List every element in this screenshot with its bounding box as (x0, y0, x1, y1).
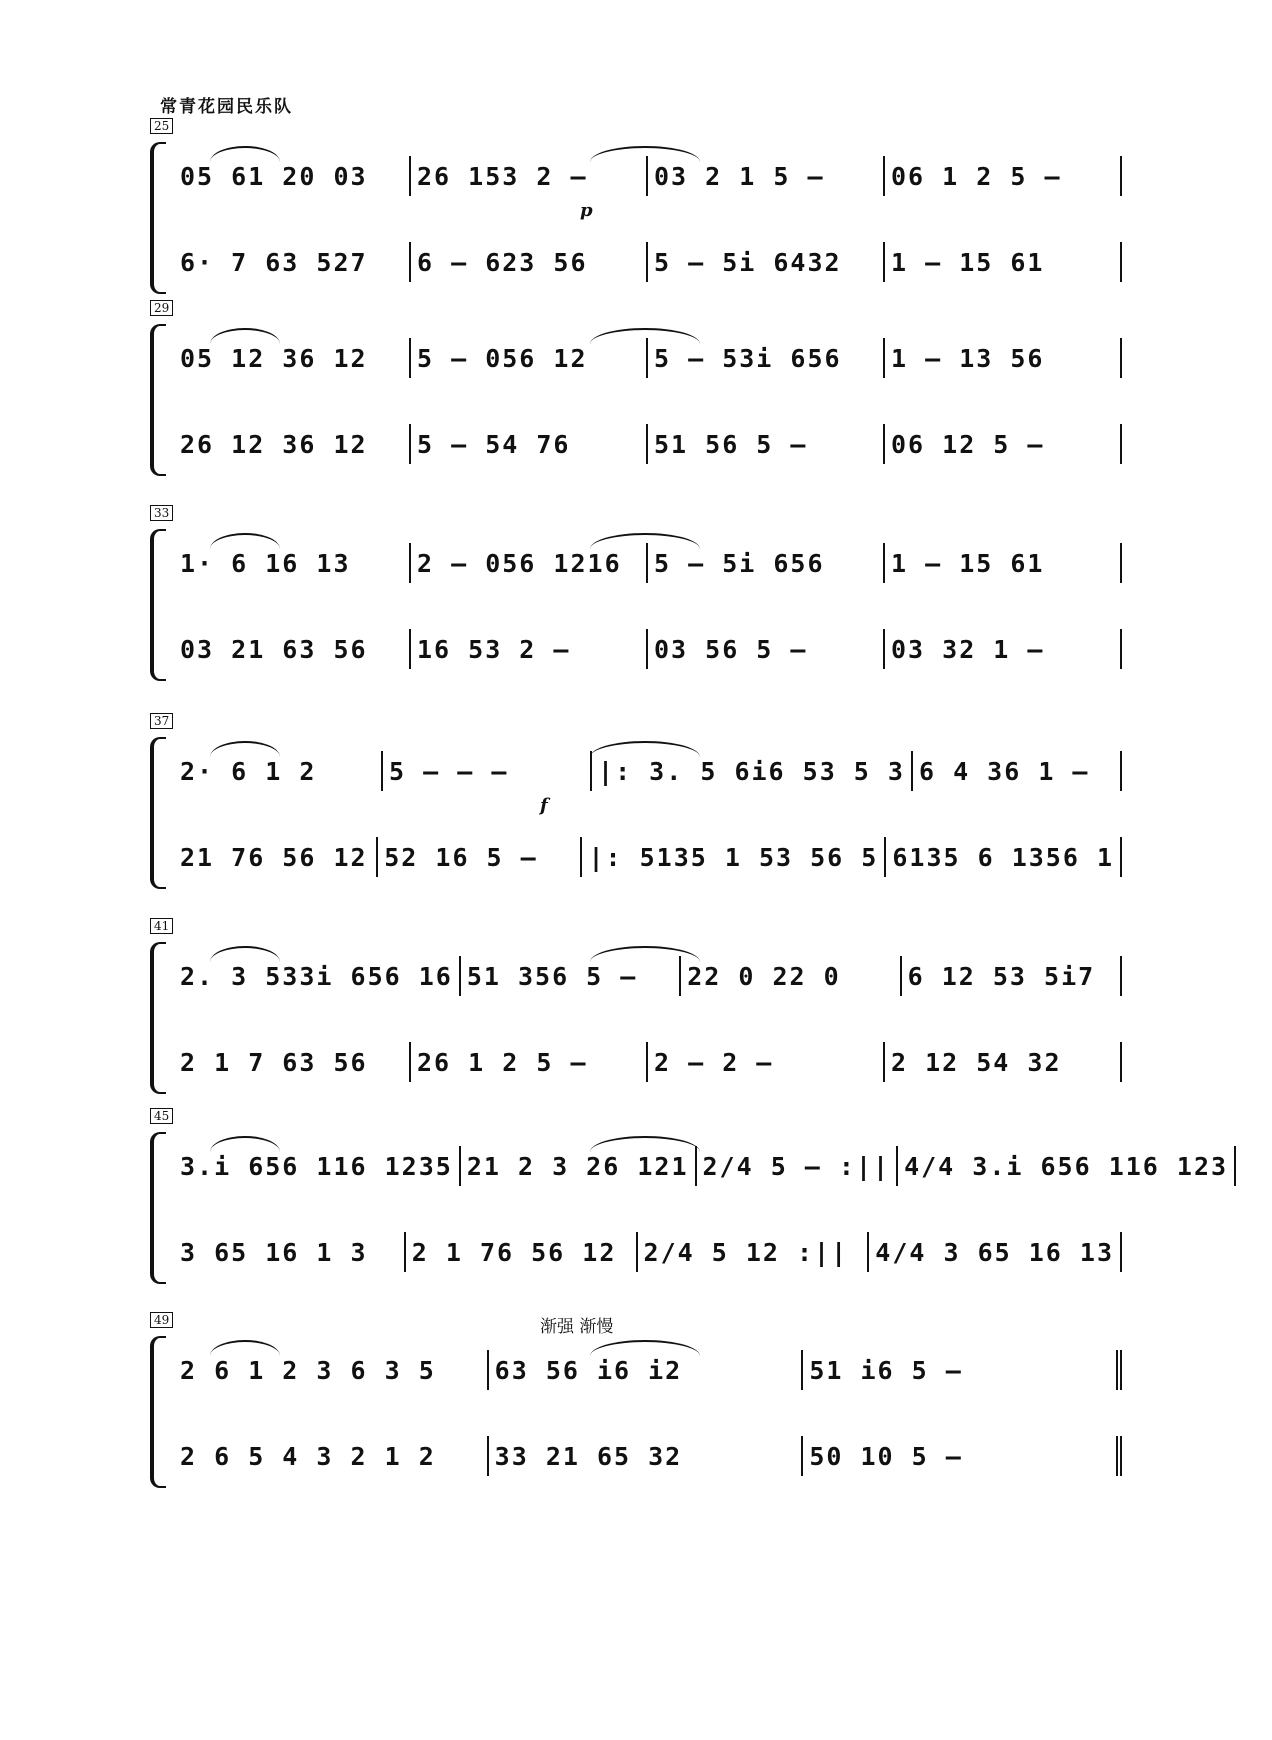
measure: 2/4 5 – :|| (697, 1146, 899, 1186)
slur (590, 146, 700, 162)
measure-number-box: 49 (150, 1312, 173, 1328)
measure: 4/4 3 65 16 13 (869, 1232, 1122, 1272)
measure: 2 6 1 2 3 6 3 5 (174, 1350, 489, 1390)
system-bracket (150, 324, 166, 476)
measure: 26 12 36 12 (174, 424, 411, 464)
measure: 06 12 5 – (885, 424, 1122, 464)
measure: 52 16 5 – (378, 837, 582, 877)
ensemble-title: 常青花园民乐队 (160, 97, 293, 117)
measure-number-box: 25 (150, 118, 173, 134)
measure: 5 – – – (383, 751, 592, 791)
upper-staff (174, 751, 1122, 791)
lower-staff (174, 242, 1122, 282)
slur (590, 1340, 700, 1356)
lower-staff (174, 1436, 1122, 1476)
slur (210, 328, 280, 344)
dynamic-marking: p (580, 200, 593, 221)
measure-number-box: 29 (150, 300, 173, 316)
system-bracket (150, 942, 166, 1094)
lower-staff (174, 629, 1122, 669)
measure: 26 153 2 – (411, 156, 648, 196)
score-system (150, 918, 1130, 1108)
measure: 3 65 16 1 3 (174, 1232, 406, 1272)
measure: 5 – 53i 656 (648, 338, 885, 378)
measure: 05 12 36 12 (174, 338, 411, 378)
measure: 5 – 54 76 (411, 424, 648, 464)
lower-staff (174, 1042, 1122, 1082)
score-system (150, 1312, 1130, 1502)
slur (210, 146, 280, 162)
measure: 6 – 623 56 (411, 242, 648, 282)
measure: 2/4 5 12 :|| (638, 1232, 870, 1272)
measure: 2 1 7 63 56 (174, 1042, 411, 1082)
measure: 3.i 656 116 1235 (174, 1146, 461, 1186)
measure-number-box: 41 (150, 918, 173, 934)
slur (590, 328, 700, 344)
measure: 50 10 5 – (803, 1436, 1122, 1476)
system-bracket (150, 142, 166, 294)
score-system (150, 505, 1130, 695)
measure: 2. 3 533i 656 16 (174, 956, 461, 996)
system-bracket (150, 1132, 166, 1284)
upper-staff (174, 338, 1122, 378)
measure: 21 2 3 26 121 (461, 1146, 697, 1186)
slur (590, 946, 700, 962)
measure: 4/4 3.i 656 116 123 (898, 1146, 1236, 1186)
measure-number-box: 33 (150, 505, 173, 521)
measure-number-box: 37 (150, 713, 173, 729)
lower-staff (174, 424, 1122, 464)
measure: 6 12 53 5i7 (902, 956, 1122, 996)
measure: 1 – 15 61 (885, 242, 1122, 282)
measure: 03 32 1 – (885, 629, 1122, 669)
measure: 2 6 5 4 3 2 1 2 (174, 1436, 489, 1476)
measure: 03 21 63 56 (174, 629, 411, 669)
measure: 2 – 2 – (648, 1042, 885, 1082)
measure: |: 5135 1 53 56 5 (582, 837, 886, 877)
slur (210, 1136, 280, 1152)
slur (210, 946, 280, 962)
measure: 1 – 15 61 (885, 543, 1122, 583)
score-system (150, 300, 1130, 490)
measure: 03 56 5 – (648, 629, 885, 669)
measure: 6135 6 1356 1 (886, 837, 1122, 877)
measure: 21 76 56 12 (174, 837, 378, 877)
measure: 6· 7 63 527 (174, 242, 411, 282)
measure: 2 – 056 1216 (411, 543, 648, 583)
system-bracket (150, 737, 166, 889)
score-system (150, 1108, 1229, 1298)
measure: 6 4 36 1 – (913, 751, 1122, 791)
slur (210, 533, 280, 549)
upper-staff (174, 1350, 1122, 1390)
slur (210, 1340, 280, 1356)
measure: 33 21 65 32 (489, 1436, 804, 1476)
measure: 1 – 13 56 (885, 338, 1122, 378)
measure: 51 i6 5 – (803, 1350, 1122, 1390)
measure: 2 12 54 32 (885, 1042, 1122, 1082)
measure: 16 53 2 – (411, 629, 648, 669)
measure: 22 0 22 0 (681, 956, 901, 996)
measure: 2 1 76 56 12 (406, 1232, 638, 1272)
dynamic-marking: f (540, 795, 548, 816)
measure: 06 1 2 5 – (885, 156, 1122, 196)
slur (210, 741, 280, 757)
measure: 5 – 056 12 (411, 338, 648, 378)
measure: 03 2 1 5 – (648, 156, 885, 196)
tempo-annotation: 渐强 渐慢 (540, 1317, 614, 1337)
measure: 51 56 5 – (648, 424, 885, 464)
measure: 5 – 5i 6432 (648, 242, 885, 282)
measure: 63 56 i6 i2 (489, 1350, 804, 1390)
slur (590, 1136, 700, 1152)
lower-staff (174, 1232, 1122, 1272)
measure: 26 1 2 5 – (411, 1042, 648, 1082)
measure: 1· 6 16 13 (174, 543, 411, 583)
measure: |: 3. 5 6i6 53 5 3 (592, 751, 913, 791)
measure: 51 356 5 – (461, 956, 681, 996)
upper-staff (174, 956, 1122, 996)
measure-number-box: 45 (150, 1108, 173, 1124)
score-system (150, 118, 1130, 308)
upper-staff (174, 1146, 1229, 1186)
slur (590, 741, 700, 757)
slur (590, 533, 700, 549)
lower-staff (174, 837, 1122, 877)
upper-staff (174, 156, 1122, 196)
score-system (150, 713, 1130, 903)
measure: 05 61 20 03 (174, 156, 411, 196)
measure: 5 – 5i 656 (648, 543, 885, 583)
system-bracket (150, 1336, 166, 1488)
system-bracket (150, 529, 166, 681)
upper-staff (174, 543, 1122, 583)
measure: 2· 6 1 2 (174, 751, 383, 791)
